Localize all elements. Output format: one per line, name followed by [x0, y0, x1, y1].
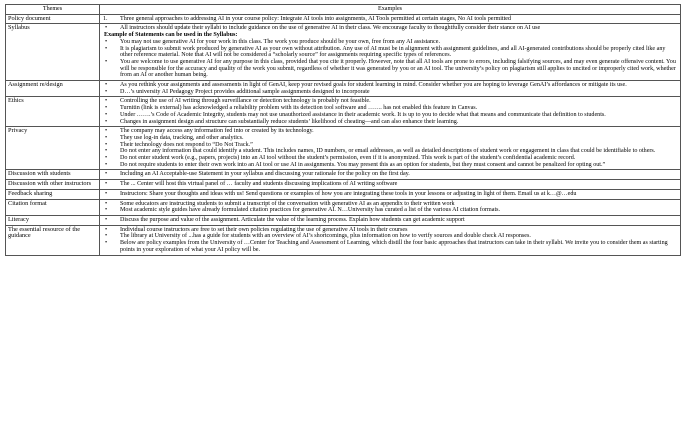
list-item: • Do not require students to enter their own work into an AI tool or use AI in assignments. You may present this as an option for students, but they must consent and cannot be penalized for opting out.”	[102, 162, 678, 169]
list-item: • All instructors should update their syllabi to include guidance on the use of generative AI in their class. We encourage faculty to thoughtfully consider their stance on AI use	[102, 25, 678, 32]
list-item: • It is plagiarism to submit work produced by generative AI as your own without attribution. Any use of AI must be in alignment with assignment guidelines, and all AI-generated contributions should be properly cited like any other reference material. Note that AI will not be considered a “scholarly source” for assignments requiring specific types of references.	[102, 46, 678, 59]
list-item: • Below are policy examples from the University of …Center for Teaching and Assessment of Learning, which distill the four basic approaches that instructors can take in their syllabi. We invite you to consider them as starting points in your exploration of what your AI policy will be.	[102, 240, 678, 253]
list-item: • Controlling the use of AI writing through surveillance or detection technology is probably not feasible.	[102, 98, 678, 105]
list-item: • Turnitin (link is external) has acknowledged a reliability problem with its detection tool software and ……. has not enabled this feature in Canvas.	[102, 105, 678, 112]
list-item: • You may not use generative AI for your work in this class. The work you produce should be your own, free from any AI assistance.	[102, 39, 678, 46]
table-row	[6, 14, 681, 24]
table-row	[6, 225, 681, 255]
table-row	[6, 215, 681, 225]
list-item: • Most academic style guides have already formulated citation practices for generative AI. N…University has curated a list of the various AI citation formats.	[102, 207, 678, 214]
table-row	[6, 24, 681, 81]
themes-column-header: Themes	[6, 5, 100, 15]
list-item: • The company may access any information fed into or created by its technology.	[102, 128, 678, 135]
table-header-row	[6, 5, 681, 15]
theme-cell: Literacy	[6, 215, 100, 225]
theme-cell: Policy document	[6, 14, 100, 24]
examples-column-header: Examples	[100, 5, 681, 15]
list-item: • Their technology does not respond to “Do Not Track.”	[102, 142, 678, 149]
theme-cell: Discussion with students	[6, 170, 100, 180]
guidance-table	[5, 4, 681, 256]
theme-cell: Privacy	[6, 127, 100, 170]
syllabus-examples-subheading: Example of Statements can be used in the Syllabus:	[104, 32, 238, 39]
examples-cell	[100, 14, 681, 24]
theme-cell: The essential resource of the guidance	[6, 225, 100, 255]
guidance-table-container	[5, 4, 680, 256]
table-row	[6, 189, 681, 199]
theme-cell: Assignment re/design	[6, 81, 100, 97]
list-item: • Under …….’s Code of Academic Integrity, students may not use unauthorized assistance in their academic work. It is up to you to decide what that means and communicate that definition to students.	[102, 112, 678, 119]
theme-cell: Feedback sharing	[6, 189, 100, 199]
examples-cell	[100, 97, 681, 127]
examples-cell	[100, 127, 681, 170]
examples-cell	[100, 199, 681, 215]
table-row	[6, 127, 681, 170]
list-item: • Discuss the purpose and value of the assignment. Articulate the value of the learning process. Explain how students can get academic support	[102, 217, 678, 224]
table-row	[6, 199, 681, 215]
examples-cell	[100, 180, 681, 190]
examples-cell	[100, 225, 681, 255]
theme-cell: Syllabus	[6, 24, 100, 81]
list-item: • Do not enter student work (e.g., papers, projects) into an AI tool without the student’s permission, even if it is anonymized. This work is part of the student’s confidential academic record.	[102, 155, 678, 162]
list-item: 1. Three general approaches to addressing AI in your course policy: Integrate AI tools into assignments, AI Tools permitted at certain stages, No AI tools permitted	[102, 16, 678, 23]
examples-cell	[100, 81, 681, 97]
examples-cell	[100, 189, 681, 199]
list-item: • Changes in assignment design and structure can substantially reduce students’ likelihood of cheating—and can also enhance their learning.	[102, 119, 678, 126]
theme-cell: Citation format	[6, 199, 100, 215]
list-item: • Instructors: Share your thoughts and ideas with us! Send questions or examples of how you are integrating these tools in your lessons or adjusting in light of them. Email us at k…@…edu	[102, 191, 678, 198]
examples-cell	[100, 170, 681, 180]
list-item: • Some educators are instructing students to submit a transcript of the conversation with generative AI as an appendix to their written work	[102, 201, 678, 208]
table-row	[6, 81, 681, 97]
examples-cell	[100, 24, 681, 81]
table-row	[6, 97, 681, 127]
list-item: • You are welcome to use generative AI for any purpose in this class, provided that you cite it properly. However, note that all AI tools are prone to errors, including falsifying sources, and may even generate offensive content. You will be responsible for the accuracy and quality of the work you submit, regardless of whether it was generated by you or an AI tool. The university’s policy on plagiarism still applies to uncited or improperly cited work, whether from an AI or another human being.	[102, 59, 678, 79]
table-row	[6, 170, 681, 180]
examples-cell	[100, 215, 681, 225]
list-item: • The ... Center will host this virtual panel of … faculty and students discussing implications of AI writing software	[102, 181, 678, 188]
theme-cell: Ethics	[6, 97, 100, 127]
table-row	[6, 180, 681, 190]
list-item: • D…’s university AI Pedagogy Project provides additional sample assignments designed to incorporate	[102, 89, 678, 96]
list-item: • Including an AI Acceptable-use Statement in your syllabus and discussing your rationale for the policy on the first day.	[102, 171, 678, 178]
theme-cell: Discussion with other instructors	[6, 180, 100, 190]
list-item: • They use log-in data, tracking, and other analytics.	[102, 135, 678, 142]
list-item: • As you rethink your assignments and assessments in light of GenAI, keep your revised goals for student learning in mind. Consider whether you are hoping to leverage GenAI’s affordances or mitigate its use.	[102, 82, 678, 89]
list-item: • Do not enter any information that could identify a student. This includes names, ID numbers, or email addresses, as well as detailed descriptions of student work or engagement in class that could be identifiable to others.	[102, 148, 678, 155]
list-item: • The library at University of ...has a guide for students with an overview of AI’s shortcomings, plus information on how to verify sources and double check AI responses.	[102, 233, 678, 240]
list-item: • Individual course instructors are free to set their own policies regulating the use of generative AI tools in their courses	[102, 227, 678, 234]
